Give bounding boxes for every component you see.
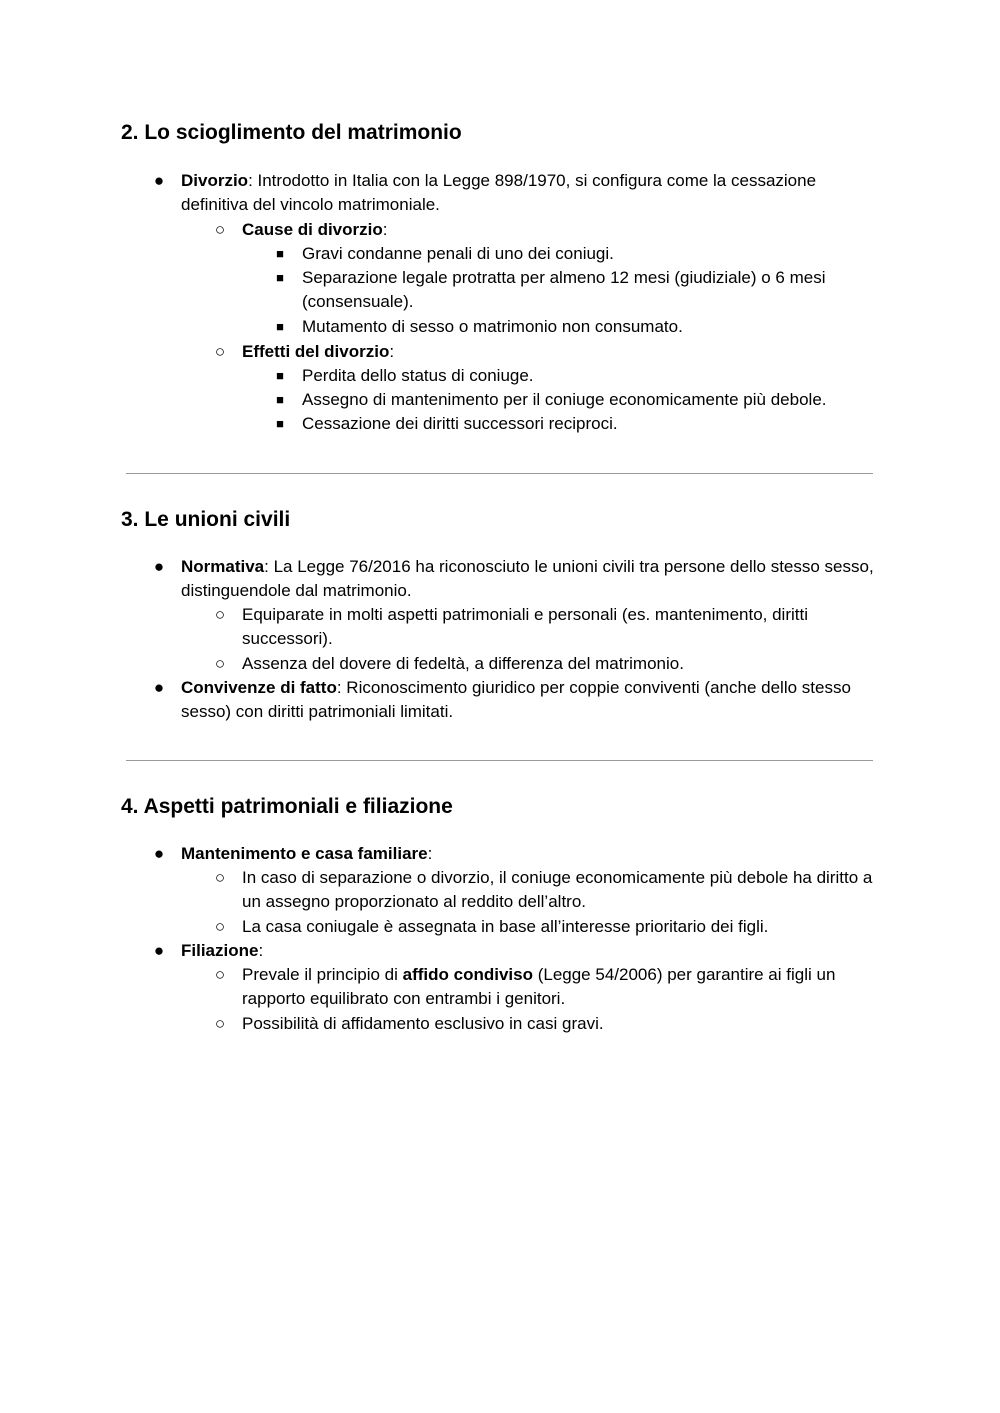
item-term: Effetti del divorzio <box>242 342 390 361</box>
list-item <box>276 266 882 315</box>
bullet-square: ■ <box>276 246 284 261</box>
item-text: Gravi condanne penali di uno dei coniugi. <box>302 244 614 263</box>
bullet-circle: ○ <box>214 220 226 239</box>
item-text: La casa coniugale è assegnata in base all’interesse prioritario dei figli. <box>242 917 769 936</box>
section-heading: 2. Lo scioglimento del matrimonio <box>121 121 462 144</box>
item-term: Filiazione <box>181 941 259 960</box>
item-text: : Riconoscimento giuridico per coppie conviventi (anche dello stesso sesso) con diritti patrimoniali limitati. <box>181 678 851 722</box>
list-item <box>153 555 881 604</box>
bullet-disc: ● <box>153 557 165 576</box>
list-item <box>153 842 881 866</box>
item-text: Cessazione dei diritti successori reciproci. <box>302 414 618 433</box>
section-heading: 3. Le unioni civili <box>121 508 291 531</box>
list-item <box>214 1012 882 1036</box>
list-item <box>214 652 882 676</box>
list-item <box>153 676 881 725</box>
item-text: : <box>427 844 433 863</box>
list-item <box>214 218 882 242</box>
item-term: Convivenze di fatto <box>181 678 337 697</box>
bullet-circle: ○ <box>214 654 226 673</box>
bullet-square: ■ <box>276 392 284 407</box>
bullet-disc: ● <box>153 844 165 863</box>
item-text: Possibilità di affidamento esclusivo in casi gravi. <box>242 1014 604 1033</box>
list-item <box>214 603 882 652</box>
list-item <box>276 242 882 266</box>
item-text: : Introdotto in Italia con la Legge 898/1970, si configura come la cessazione definitiva del vincolo matrimoniale. <box>181 171 817 215</box>
item-term: Normativa <box>181 557 265 576</box>
list-item <box>153 939 881 963</box>
section-heading: 4. Aspetti patrimoniali e filiazione <box>121 795 453 818</box>
list-item <box>214 915 882 939</box>
bullet-disc: ● <box>153 941 165 960</box>
list-item <box>214 963 882 1012</box>
item-text: In caso di separazione o divorzio, il coniuge economicamente più debole ha diritto a un assegno proporzionato al reddito dell’altro. <box>242 868 873 912</box>
list-item <box>276 388 882 412</box>
list-item <box>276 412 882 436</box>
bullet-circle: ○ <box>214 342 226 361</box>
horizontal-rule <box>126 760 873 761</box>
item-text: Equiparate in molti aspetti patrimoniali e personali (es. mantenimento, diritti successori). <box>242 605 808 649</box>
list-item <box>214 340 882 364</box>
item-text: : La Legge 76/2016 ha riconosciuto le unioni civili tra persone dello stesso sesso, distinguendole dal matrimonio. <box>181 557 874 601</box>
item-text: Assenza del dovere di fedeltà, a differenza del matrimonio. <box>242 654 684 673</box>
bullet-circle: ○ <box>214 605 226 624</box>
item-term: Divorzio <box>181 171 249 190</box>
bullet-square: ■ <box>276 368 284 383</box>
item-text: Assegno di mantenimento per il coniuge economicamente più debole. <box>302 390 827 409</box>
item-text-prefix: Prevale il principio di <box>242 965 403 984</box>
item-text: Separazione legale protratta per almeno 12 mesi (giudiziale) o 6 mesi (consensuale). <box>302 268 826 312</box>
bullet-disc: ● <box>153 171 165 190</box>
item-text: Perdita dello status di coniuge. <box>302 366 534 385</box>
item-term: Cause di divorzio <box>242 220 383 239</box>
horizontal-rule <box>126 473 873 474</box>
item-text: : <box>389 342 395 361</box>
list-item <box>153 169 881 218</box>
bullet-circle: ○ <box>214 1014 226 1033</box>
bullet-circle: ○ <box>214 868 226 887</box>
list-item <box>276 315 882 339</box>
bullet-disc: ● <box>153 678 165 697</box>
list-item <box>214 866 882 915</box>
bullet-circle: ○ <box>214 917 226 936</box>
bullet-circle: ○ <box>214 965 226 984</box>
item-text: : <box>258 941 264 960</box>
item-term: affido condiviso <box>402 965 533 984</box>
item-text: Mutamento di sesso o matrimonio non consumato. <box>302 317 683 336</box>
bullet-square: ■ <box>276 416 284 431</box>
item-text: (Legge 54/2006) per garantire ai figli un rapporto equilibrato con entrambi i genitori. <box>242 965 836 1009</box>
item-term: Mantenimento e casa familiare <box>181 844 428 863</box>
item-text: : <box>382 220 388 239</box>
bullet-square: ■ <box>276 270 284 285</box>
bullet-square: ■ <box>276 319 284 334</box>
list-item <box>276 364 882 388</box>
